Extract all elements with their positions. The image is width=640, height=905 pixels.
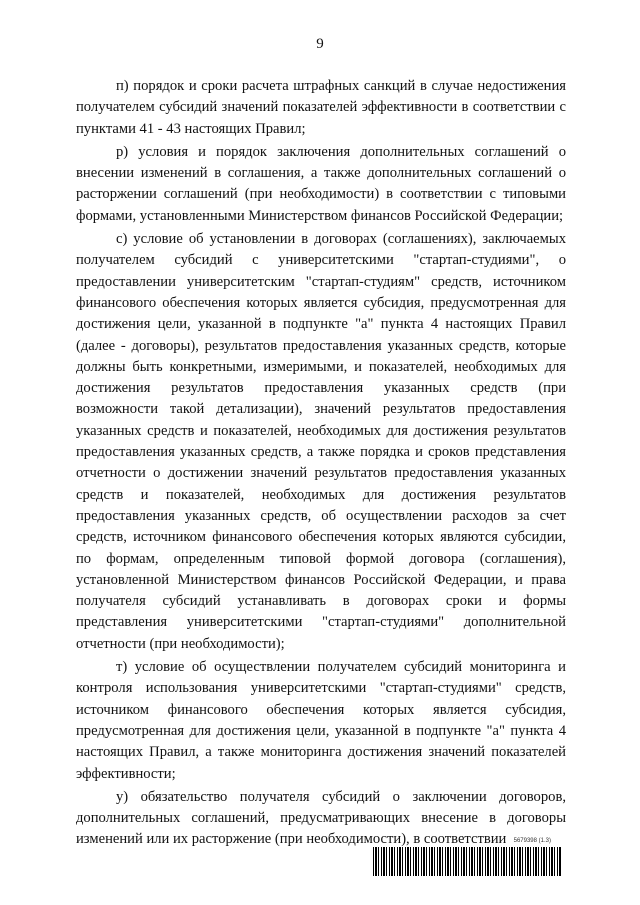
paragraph-r: р) условия и порядок заключения дополнительных соглашений о внесении изменений в соглашения, а также дополнительных соглашений о расторжении соглашений (при необходимости) в соответствии с типовыми формами, установленными Министерством финансов Российской Федерации; — [76, 143, 566, 224]
document-body — [76, 76, 566, 851]
paragraph-s: с) условие об установлении в договорах (соглашениях), заключаемых получателем субсидий с университетскими "стартап-студиями", о предоставлении университетским "стартап-студиям" средств, источником финансового обеспечения которых является субсидия, предусмотренная для достижения цели, указанной в подпункте "а" пункта 4 настоящих Правил (далее - договоры), результатов предоставления указанных средств, которые должны быть конкретными, измеримыми, и показателей, необходимых для достижения результатов предоставления указанных средств (при возможности такой детализации), значений результатов предоставления указанных средств и показателей, необходимых для достижения результатов предоставления указанных средств, а также порядка и сроков представления отчетности о достижении значений результатов предоставления указанных средств и показателей, необходимых для достижения результатов предоставления указанных средств, об осуществлении расходов за счет средств, источником финансового обеспечения которых являются субсидии, по формам, определенным типовой формой договора (соглашения), установленной Министерством финансов Российской Федерации, и права получателя субсидий устанавливать в договорах сроки и формы представления университетскими "стартап-студиями" дополнительной отчетности (при необходимости); — [76, 231, 566, 652]
barcode-block — [373, 838, 561, 876]
paragraph-p: п) порядок и сроки расчета штрафных санкций в случае недостижения получателем субсидий значений показателей эффективности в соответствии с пунктами 41 - 43 настоящих Правил; — [76, 78, 566, 137]
paragraph-t: т) условие об осуществлении получателем субсидий мониторинга и контроля использования университетскими "стартап-студиями" средств, источником финансового обеспечения которых является субсидия, предусмотренная для достижения цели, указанной в подпункте "а" пункта 4 настоящих Правил, а также мониторинга достижения значений показателей эффективности; — [76, 659, 566, 782]
paragraph-u: у) обязательство получателя субсидий о заключении договоров, дополнительных соглашений, предусматривающих внесение в договоры изменений или их расторжение (при необходимости), в соответствии — [76, 788, 566, 848]
page-number: 9 — [316, 36, 324, 52]
barcode-icon — [373, 847, 561, 876]
barcode-number: 5679398 (1.3) — [513, 838, 551, 844]
